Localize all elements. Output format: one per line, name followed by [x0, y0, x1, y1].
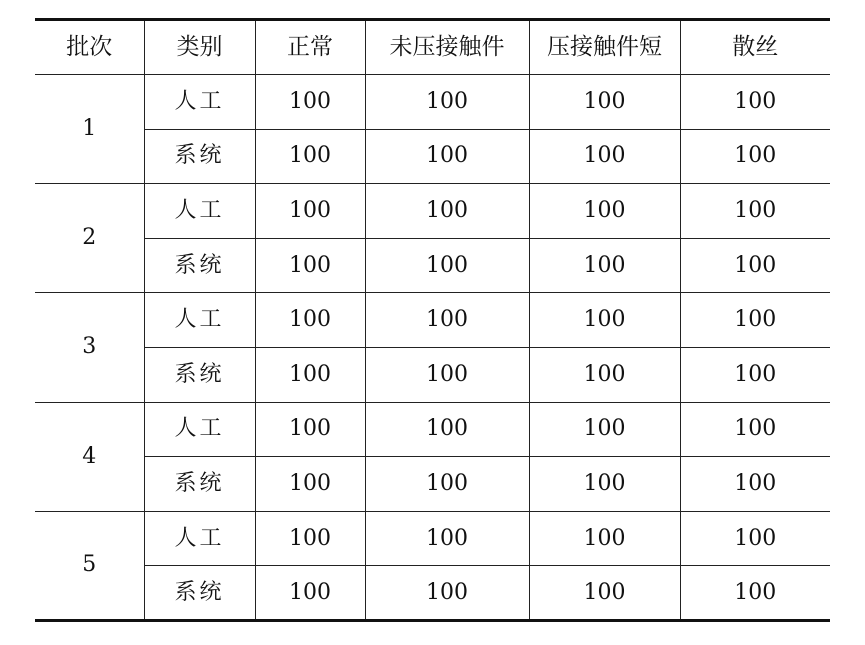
category-cell: 系统 — [144, 566, 255, 621]
value-loose-wire: 100 — [680, 238, 830, 293]
value-uncrimped-contact: 100 — [365, 511, 529, 566]
value-uncrimped-contact: 100 — [365, 347, 529, 402]
value-crimped-contact-short: 100 — [529, 511, 680, 566]
value-normal: 100 — [255, 511, 365, 566]
header-loose-wire: 散丝 — [680, 20, 830, 75]
value-uncrimped-contact: 100 — [365, 457, 529, 512]
value-crimped-contact-short: 100 — [529, 184, 680, 239]
value-uncrimped-contact: 100 — [365, 129, 529, 184]
value-loose-wire: 100 — [680, 566, 830, 621]
category-cell: 人工 — [144, 184, 255, 239]
header-batch: 批次 — [35, 20, 144, 75]
value-loose-wire: 100 — [680, 457, 830, 512]
category-cell: 系统 — [144, 238, 255, 293]
value-normal: 100 — [255, 347, 365, 402]
category-cell: 人工 — [144, 75, 255, 130]
table-row — [35, 184, 830, 239]
value-normal: 100 — [255, 402, 365, 457]
value-normal: 100 — [255, 293, 365, 348]
table-row — [35, 129, 830, 184]
value-normal: 100 — [255, 566, 365, 621]
value-loose-wire: 100 — [680, 129, 830, 184]
table-row — [35, 75, 830, 130]
value-uncrimped-contact: 100 — [365, 238, 529, 293]
table-row — [35, 402, 830, 457]
category-cell: 人工 — [144, 511, 255, 566]
results-table — [35, 18, 830, 622]
value-normal: 100 — [255, 75, 365, 130]
table-row — [35, 457, 830, 512]
table-row — [35, 566, 830, 621]
value-loose-wire: 100 — [680, 402, 830, 457]
table-header — [35, 20, 830, 75]
value-uncrimped-contact: 100 — [365, 184, 529, 239]
table-body — [35, 75, 830, 621]
header-uncrimped-contact: 未压接触件 — [365, 20, 529, 75]
category-cell: 人工 — [144, 293, 255, 348]
table-row — [35, 511, 830, 566]
batch-cell: 2 — [35, 184, 144, 293]
value-uncrimped-contact: 100 — [365, 402, 529, 457]
value-crimped-contact-short: 100 — [529, 238, 680, 293]
table-row — [35, 293, 830, 348]
value-normal: 100 — [255, 457, 365, 512]
value-loose-wire: 100 — [680, 511, 830, 566]
value-crimped-contact-short: 100 — [529, 566, 680, 621]
header-normal: 正常 — [255, 20, 365, 75]
value-uncrimped-contact: 100 — [365, 75, 529, 130]
header-crimped-contact-short: 压接触件短 — [529, 20, 680, 75]
batch-cell: 5 — [35, 511, 144, 620]
value-crimped-contact-short: 100 — [529, 293, 680, 348]
batch-cell: 1 — [35, 75, 144, 184]
value-normal: 100 — [255, 129, 365, 184]
results-table-container — [35, 18, 830, 622]
value-loose-wire: 100 — [680, 75, 830, 130]
value-crimped-contact-short: 100 — [529, 129, 680, 184]
value-uncrimped-contact: 100 — [365, 293, 529, 348]
value-loose-wire: 100 — [680, 184, 830, 239]
category-cell: 系统 — [144, 347, 255, 402]
value-normal: 100 — [255, 238, 365, 293]
header-row — [35, 20, 830, 75]
batch-cell: 3 — [35, 293, 144, 402]
value-normal: 100 — [255, 184, 365, 239]
value-loose-wire: 100 — [680, 347, 830, 402]
category-cell: 系统 — [144, 129, 255, 184]
value-crimped-contact-short: 100 — [529, 457, 680, 512]
header-category: 类别 — [144, 20, 255, 75]
value-crimped-contact-short: 100 — [529, 402, 680, 457]
table-row — [35, 347, 830, 402]
value-loose-wire: 100 — [680, 293, 830, 348]
category-cell: 系统 — [144, 457, 255, 512]
value-uncrimped-contact: 100 — [365, 566, 529, 621]
value-crimped-contact-short: 100 — [529, 75, 680, 130]
value-crimped-contact-short: 100 — [529, 347, 680, 402]
category-cell: 人工 — [144, 402, 255, 457]
batch-cell: 4 — [35, 402, 144, 511]
table-row — [35, 238, 830, 293]
